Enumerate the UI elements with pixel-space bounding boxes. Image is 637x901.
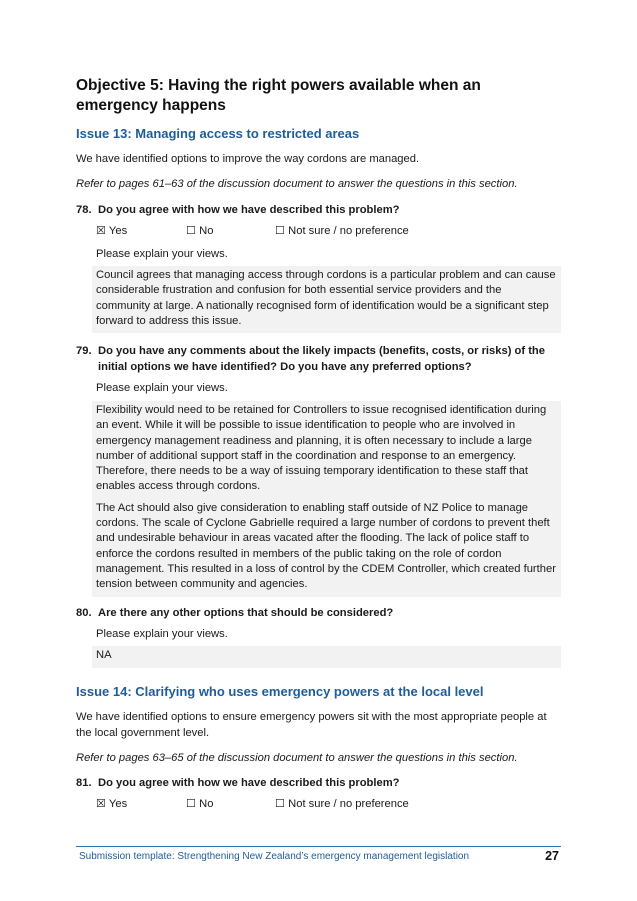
footer-divider (76, 846, 561, 847)
question-81 (76, 775, 561, 791)
question-79-explain-label: Please explain your views. (96, 382, 228, 394)
footer-title: Submission template: Strengthening New Zealand’s emergency management legislation (79, 851, 470, 862)
option-not-sure-checkbox[interactable]: ☐ Not sure / no preference (275, 798, 409, 810)
question-79-answer-field[interactable] (92, 401, 561, 597)
question-79-number: 79. (76, 345, 92, 357)
question-78 (76, 202, 561, 218)
issue-14-heading: Issue 14: Clarifying who uses emergency powers at the local level (76, 684, 484, 699)
question-79-answer-paragraph-1: Flexibility would need to be retained for Controllers to issue recognised identification during an event. While it will be possible to issue identification to people who are involved in emergency management readiness and planning, it is often necessary to include a large number of additional support staff in the coordination and response to an emergency. Therefore, there needs to be a way of issuing temporary identification to these staff that enables access through cordons. (96, 404, 547, 493)
issue-13-heading: Issue 13: Managing access to restricted areas (76, 126, 360, 141)
issue-14-intro: We have identified options to ensure emergency powers sit with the most appropriate people at the local government level. (76, 711, 547, 739)
question-78-text: Do you agree with how we have described this problem? (98, 204, 400, 216)
question-79-text: Do you have any comments about the likely impacts (benefits, costs, or risks) of the initial options we have identified? Do you have any preferred options? (98, 345, 545, 373)
question-78-answer-text: Council agrees that managing access through cordons is a particular problem and can cause considerable frustration and confusion for both essential service providers and the community at large. A nationally recognised form of identification would be a significant step forward to address this issue. (96, 269, 556, 327)
question-79 (76, 343, 561, 375)
question-79-answer-paragraph-2: The Act should also give consideration to enabling staff outside of NZ Police to manage cordons. The scale of Cyclone Gabrielle required a large number of cordons to prevent theft and undesirable behaviour in areas vacated after the flooding. The lack of police staff to enforce the cordons resulted in members of the public taking on the role of cordon management. This resulted in a loss of control by the CDEM Controller, which created further tension between community and agencies. (96, 501, 556, 591)
issue-14-refer: Refer to pages 63–65 of the discussion document to answer the questions in this section. (76, 752, 518, 764)
question-80 (76, 605, 561, 621)
question-80-number: 80. (76, 607, 92, 619)
option-not-sure-checkbox[interactable]: ☐ Not sure / no preference (275, 225, 409, 237)
question-78-answer-field[interactable] (92, 266, 561, 333)
question-80-answer-text: NA (96, 649, 112, 661)
issue-13-intro: We have identified options to improve the way cordons are managed. (76, 153, 420, 165)
question-80-answer-field[interactable] (92, 646, 561, 668)
question-78-number: 78. (76, 204, 92, 216)
option-no-checkbox[interactable]: ☐ No (186, 225, 214, 237)
question-80-explain-label: Please explain your views. (96, 628, 228, 640)
option-yes-checkbox[interactable]: ☒ Yes (96, 798, 128, 810)
option-yes-checkbox[interactable]: ☒ Yes (96, 225, 128, 237)
question-81-number: 81. (76, 777, 92, 789)
issue-13-refer: Refer to pages 61–63 of the discussion document to answer the questions in this section. (76, 178, 518, 190)
question-81-text: Do you agree with how we have described this problem? (98, 777, 400, 789)
question-78-explain-label: Please explain your views. (96, 248, 228, 260)
page-number: 27 (545, 849, 559, 863)
question-80-text: Are there any other options that should be considered? (98, 607, 394, 619)
option-no-checkbox[interactable]: ☐ No (186, 798, 214, 810)
objective-heading: Objective 5: Having the right powers available when an emergency happens (76, 77, 481, 114)
